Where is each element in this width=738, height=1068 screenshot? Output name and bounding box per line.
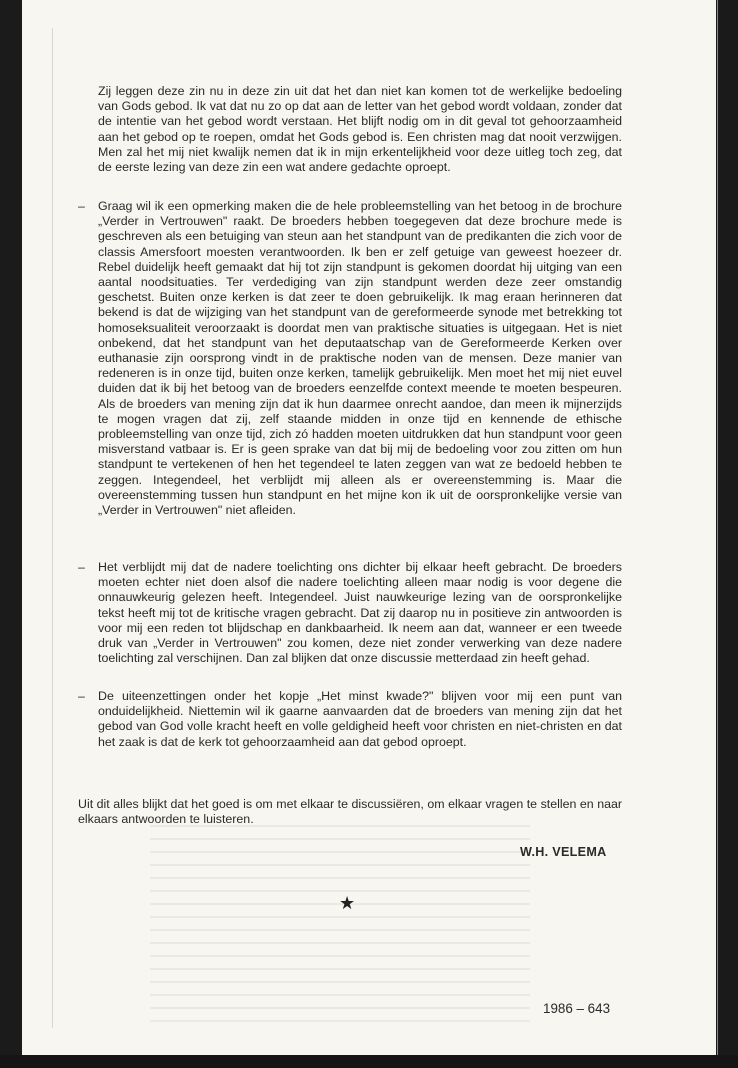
dash-bullet: – bbox=[78, 689, 85, 703]
list-item-text: De uiteenzettingen onder het kopje „Het minst kwade?" blijven voor mij een punt van onduidelijkheid. Niettemin wil ik gaarne aanvaarden dat de broeders van mening zijn dat het gebod van God volle kracht heeft en volle geldigheid heeft voor christen en niet-christen en dat het zaak is dat de kerk tot gehoorzaamheid aan dat gebod oproept. bbox=[98, 689, 622, 749]
author-signature: W.H. VELEMA bbox=[520, 845, 607, 859]
list-item-text: Het verblijdt mij dat de nadere toelichting ons dichter bij elkaar heeft gebracht. De broeders moeten echter niet doen alsof die nadere toelichting alleen maar nodig is voor degene die onnauwkeurig gelezen heeft. Integendeel. Juist nauwkeurige lezing van de oorspronkelijke tekst heeft mij tot de kritische vragen gebracht. Dat zij daarop nu in positieve zin antwoorden is voor mij een reden tot blijdschap en dankbaarheid. Ik neem aan dat, wanneer er een tweede druk van „Verder in Vertrouwen" zou komen, deze niet zonder verwerking van deze nadere toelichting zal verschijnen. Dan zal blijken dat onze discussie metterdaad zin heeft gehad. bbox=[98, 560, 622, 666]
scan-bottom-border bbox=[0, 1055, 738, 1068]
star-ornament-icon: ★ bbox=[339, 893, 356, 913]
list-item-text: Graag wil ik een opmerking maken die de hele probleemstelling van het betoog in de brochure „Verder in Vertrouwen" raakt. De broeders hebben toegegeven dat deze brochure mede is geschreven als een betuiging van steun aan het standpunt van de predikanten die zich voor de classis Amersfoort moesten verantwoorden. Ik ben er zelf getuige van geweest hoezeer dr. Rebel duidelijk heeft gemaakt dat hij tot zijn standpunt is gekomen doordat hij uitging van een aantal noodsituaties. Ter verdediging van zijn standpunt werden deze zeer omstandig geschetst. Buiten onze kerken is dat zeer te doen gebruikelijk. Ik mag eraan herinneren dat bekend is dat de wijziging van het standpunt van de gereformeerde synode met betrekking tot homoseksualiteit veroorzaakt is doordat men van praktische situaties is uitgegaan. Het is niet onbekend, dat het standpunt van het deputaatschap van de Gereformeerde Kerken over euthanasie zijn oorsprong vindt in de praktische noden van de mensen. Deze manier van redeneren is in onze tijd, buiten onze kerken, tamelijk gebruikelijk. Men moet het mij niet euvel duiden dat ik bij het betoog van de broeders eenzelfde context meende te moeten bespeuren. Als de broeders van mening zijn dat ik hun daarmee onrecht aandoe, dan meen ik mijnerzijds te mogen vragen dat zij, zelf staande midden in onze tijd en kennende de ethische probleemstelling van onze tijd, zich zó hadden moeten uitdrukken dat hun standpunt voor geen misverstand vatbaar is. Er is geen sprake van dat bij mij de bedoeling voor zou zitten om hun standpunt te vertekenen of hen het tegendeel te laten zeggen van wat ze bedoeld hebben te zeggen. Integendeel, het verblijdt mij alleen als er overeenstemming is. Maar die overeenstemming tussen hun standpunt en het mijne kon ik uit de oorspronkelijke versie van „Verder in Vertrouwen" niet afleiden. bbox=[98, 199, 622, 518]
show-through-text bbox=[150, 825, 530, 1045]
scan-left-border bbox=[0, 0, 22, 1068]
scan-right-border bbox=[716, 0, 738, 1068]
page-fold-line bbox=[52, 28, 53, 1028]
intro-paragraph: Zij leggen deze zin nu in deze zin uit dat het dan niet kan komen tot de werkelijke bedoeling van Gods gebod. Ik vat dat nu zo op dat aan de letter van het gebod wordt voldaan, zonder dat de intentie van het gebod wordt verstaan. Het blijft nodig om in dit geval tot gehoorzaamheid aan het gebod op te roepen, omdat het Gods gebod is. Een christen mag dat nooit verzwijgen. Men zal het mij niet kwalijk nemen dat ik in mijn erkentelijkheid voor deze uitleg toch zeg, dat de eerste lezing van deze zin een wat andere gedachte oproept. bbox=[98, 84, 622, 175]
dash-bullet: – bbox=[78, 199, 85, 213]
page-number: 1986 – 643 bbox=[543, 1001, 611, 1016]
dash-bullet: – bbox=[78, 560, 85, 574]
page-edge-line bbox=[717, 0, 718, 1068]
closing-paragraph: Uit dit alles blijkt dat het goed is om met elkaar te discussiëren, om elkaar vragen te stellen en naar elkaars antwoorden te luisteren. bbox=[78, 797, 622, 827]
